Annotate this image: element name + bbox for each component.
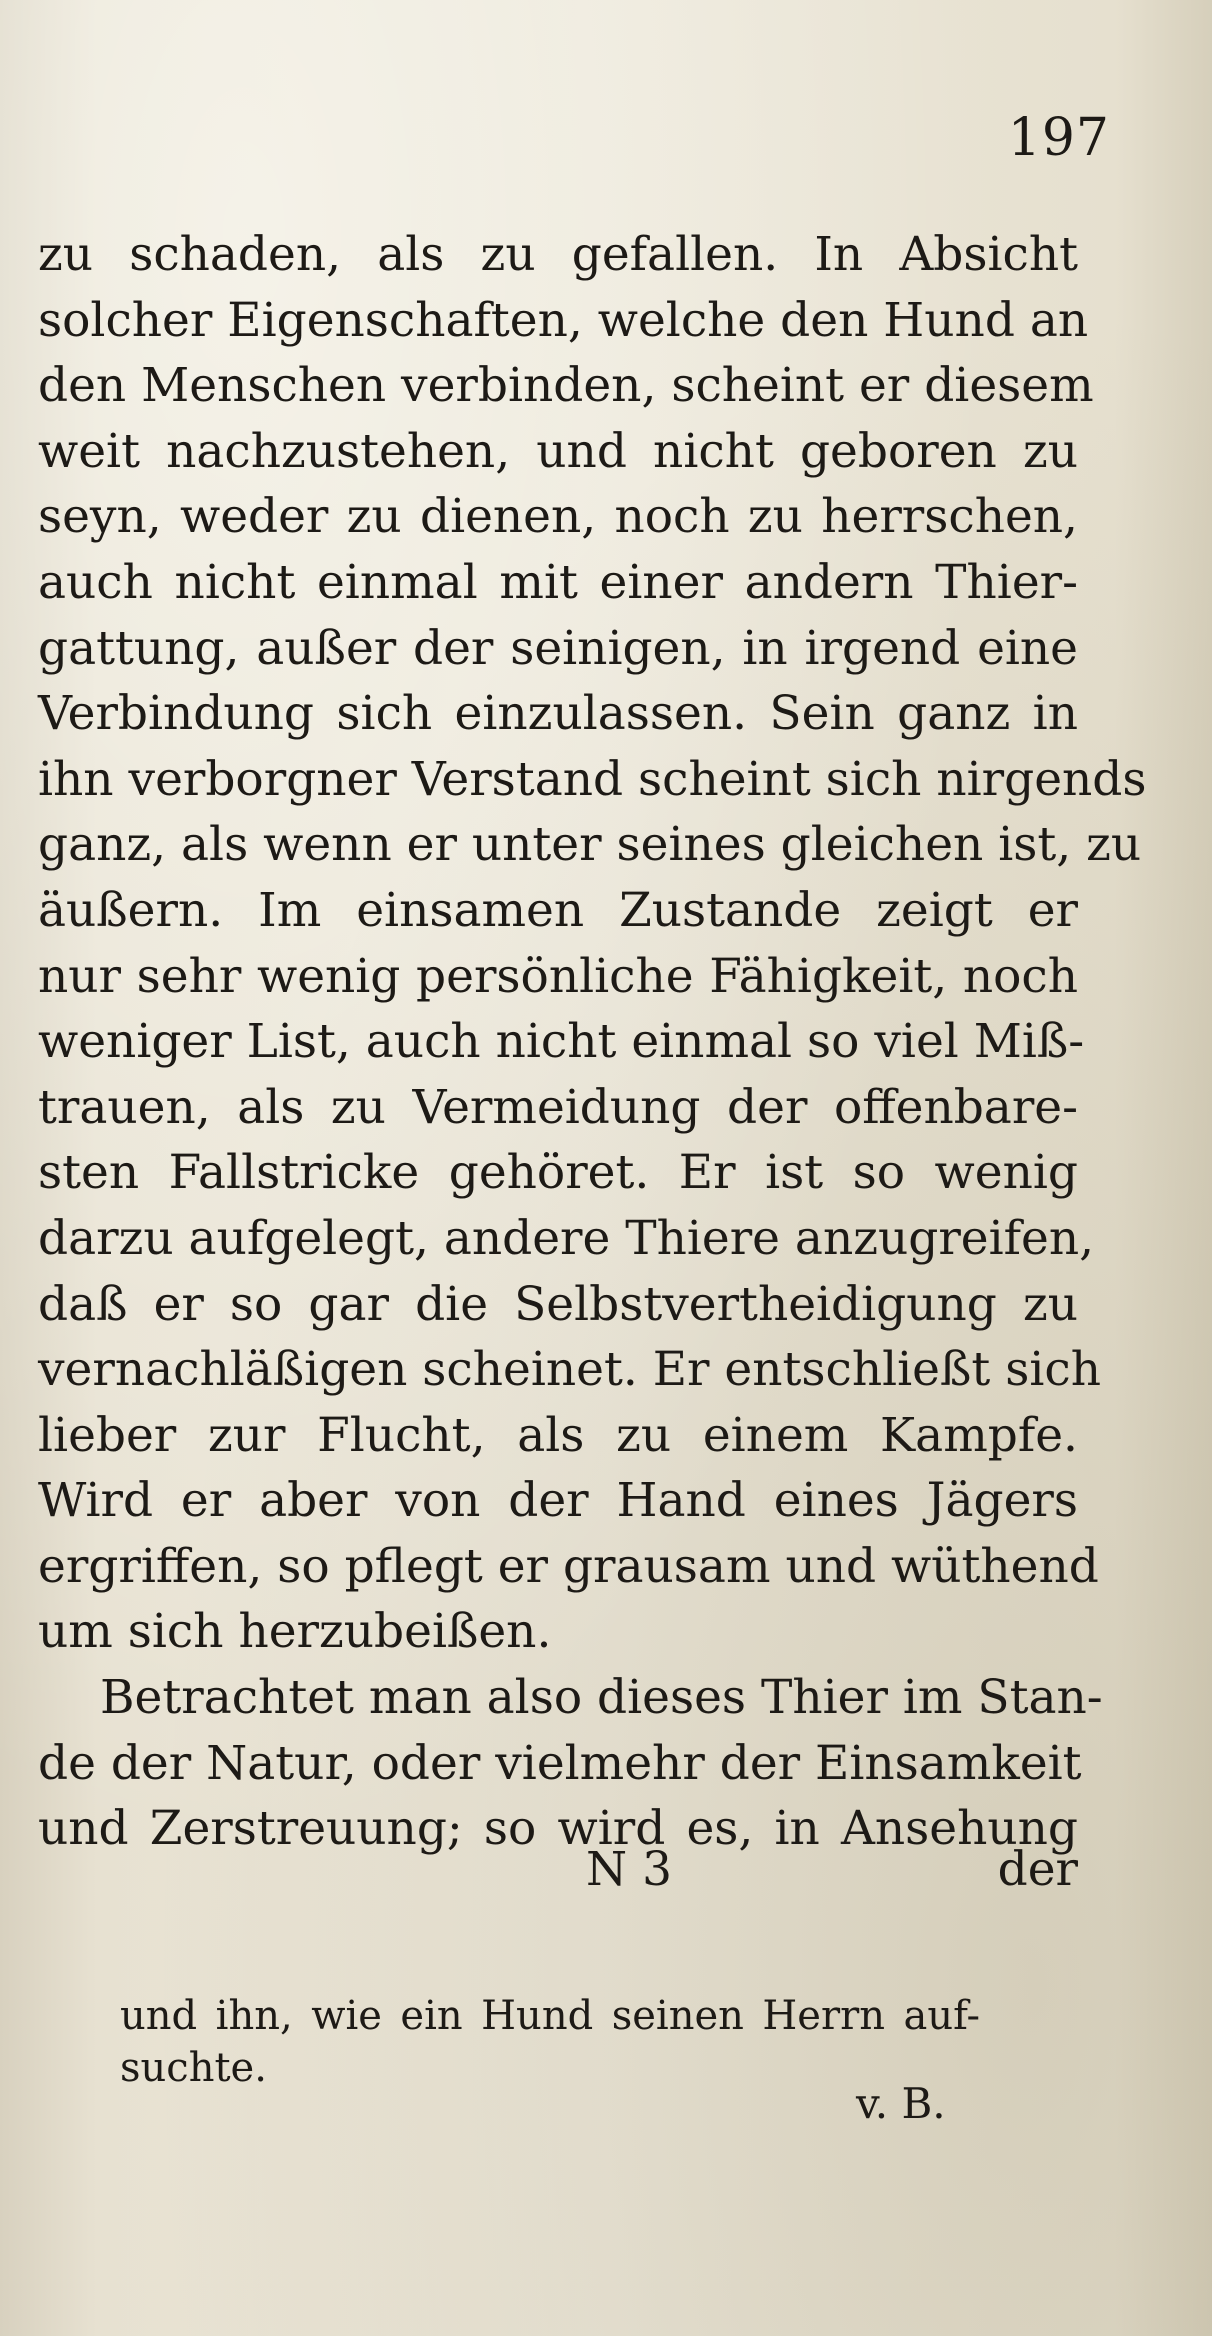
text-line: lieber zur Flucht, als zu einem Kampfe. xyxy=(38,1407,1078,1463)
text-line: weniger List, auch nicht einmal so viel Miß- xyxy=(38,1014,1085,1070)
footnote-line: und ihn, wie ein Hund seinen Herrn auf- xyxy=(120,1993,980,2039)
footnote xyxy=(120,1990,980,2094)
text-line: ihn verborgner Verstand scheint sich nirgends xyxy=(38,751,1147,807)
body-text xyxy=(38,222,1147,1862)
page-footer xyxy=(38,1837,1078,1903)
text-line: Wird er aber von der Hand eines Jägers xyxy=(38,1473,1078,1529)
text-line: sten Fallstricke gehöret. Er ist so wenig xyxy=(38,1145,1078,1201)
text-line: den Menschen verbinden, scheint er diesem xyxy=(38,358,1094,414)
text-line: weit nachzustehen, und nicht geboren zu xyxy=(38,423,1078,479)
catchword: der xyxy=(997,1842,1078,1897)
text-line: äußern. Im einsamen Zustande zeigt er xyxy=(38,882,1078,938)
page-number: 197 xyxy=(1007,108,1110,168)
text-line: trauen, als zu Vermeidung der offenbare- xyxy=(38,1079,1078,1135)
text-line: solcher Eigenschaften, welche den Hund an xyxy=(38,292,1089,348)
paragraph-end-line: um sich herzubeißen. xyxy=(38,1604,552,1660)
text-line: darzu aufgelegt, andere Thiere anzugreifen, xyxy=(38,1210,1095,1266)
text-line: auch nicht einmal mit einer andern Thier- xyxy=(38,554,1078,610)
footnote-signature: v. B. xyxy=(856,2079,946,2128)
text-line: de der Natur, oder vielmehr der Einsamkeit xyxy=(38,1735,1082,1791)
text-line: ganz, als wenn er unter seines gleichen ist, zu xyxy=(38,817,1142,873)
text-line: ergriffen, so pflegt er grausam und wüthend xyxy=(38,1538,1099,1594)
text-line: zu schaden, als zu gefallen. In Absicht xyxy=(38,227,1078,282)
text-line: seyn, weder zu dienen, noch zu herrschen, xyxy=(38,489,1078,545)
text-line: Verbindung sich einzulassen. Sein ganz in xyxy=(38,686,1078,742)
text-line: und Zerstreuung; so wird es, in Ansehung xyxy=(38,1801,1078,1857)
signature-mark: N 3 xyxy=(586,1842,672,1897)
footnote-line: suchte. xyxy=(120,2045,267,2091)
text-line: gattung, außer der seinigen, in irgend eine xyxy=(38,620,1078,676)
paragraph-start-line: Betrachtet man also dieses Thier im Stan- xyxy=(100,1670,1103,1726)
text-line: vernachläßigen scheinet. Er entschließt sich xyxy=(38,1342,1101,1398)
text-line: daß er so gar die Selbstvertheidigung zu xyxy=(38,1276,1078,1332)
text-line: nur sehr wenig persönliche Fähigkeit, noch xyxy=(38,948,1078,1004)
